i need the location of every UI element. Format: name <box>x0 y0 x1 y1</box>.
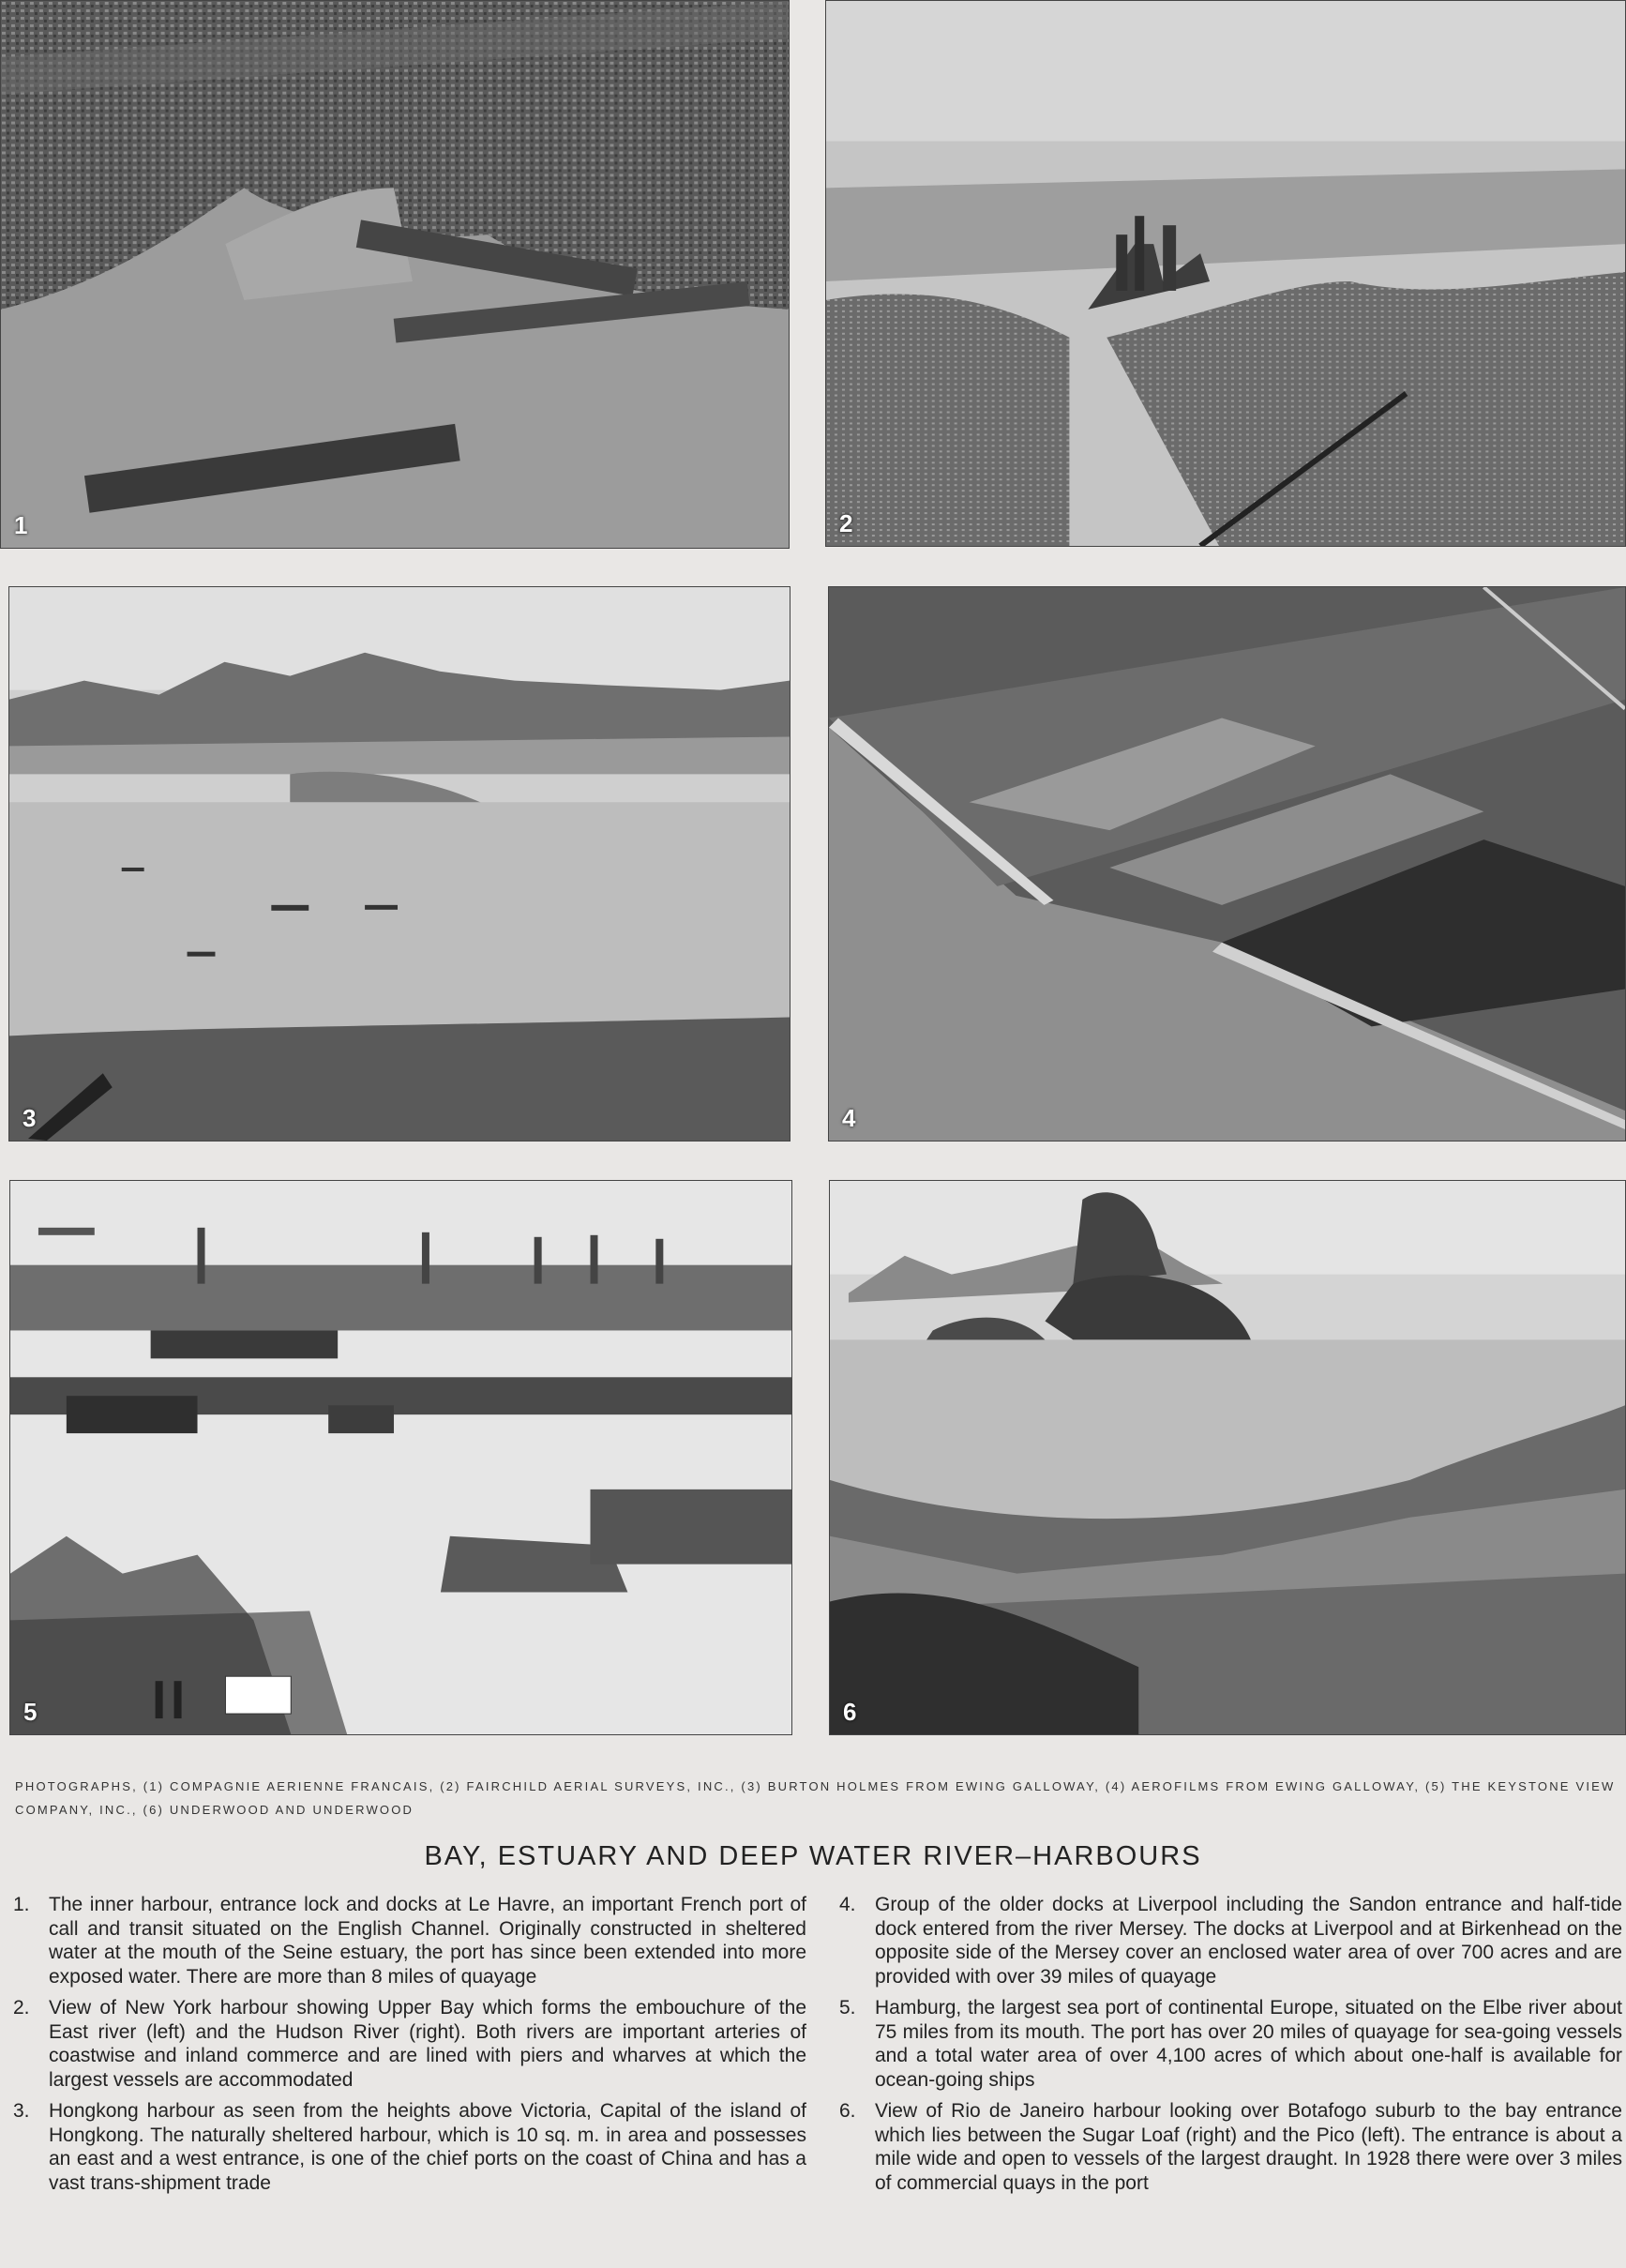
caption-number: 2. <box>13 1997 30 2019</box>
caption-text: View of Rio de Janeiro harbour looking over Botafogo suburb to the bay entrance which lies between the Sugar Loaf (right) and the Pico (left). The entrance is about a mile wide and open to vessels of the largest draught. In 1928 there were over 3 miles of commercial quays in the port <box>875 2100 1622 2194</box>
photo-number: 5 <box>23 1698 38 1726</box>
photo-new-york-image <box>826 1 1625 546</box>
photo-liverpool <box>828 586 1626 1142</box>
photo-number: 4 <box>842 1104 856 1132</box>
captions-left-column <box>13 1893 806 2202</box>
photo-rio-de-janeiro-image <box>830 1181 1625 1734</box>
caption-number: 5. <box>839 1997 856 2019</box>
caption-item <box>13 1996 806 2092</box>
captions-right-column <box>839 1893 1622 2202</box>
photo-liverpool-image <box>829 587 1625 1141</box>
caption-item <box>13 1893 806 1988</box>
photo-credits: PHOTOGRAPHS, (1) COMPAGNIE AERIENNE FRANCAIS, (2) FAIRCHILD AERIAL SURVEYS, INC., (3) BURTON HOLMES FROM EWING GALLOWAY, (4) AEROFILMS FROM EWING GALLOWAY, (5) THE KEYSTONE VIEW COMPANY, INC., (6) UNDERWOOD AND UNDERWOOD <box>15 1779 1616 1817</box>
caption-text: View of New York harbour showing Upper Bay which forms the embouchure of the East river (left) and the Hudson River (right). Both rivers are important arteries of coastwise and inland commerce and are lined with piers and wharves at which the largest vessels are accommodated <box>49 1997 806 2091</box>
photo-new-york <box>825 0 1626 547</box>
photo-hamburg <box>9 1180 792 1735</box>
caption-text: Hamburg, the largest sea port of continental Europe, situated on the Elbe river about 75 miles from its mouth. The port has over 20 miles of quayage for sea-going vessels and a total water area of over 4,100 acres of which about one-half is available for ocean-going ships <box>875 1997 1622 2091</box>
caption-item <box>839 1996 1622 2092</box>
photo-hongkong <box>8 586 790 1142</box>
caption-number: 4. <box>839 1894 856 1915</box>
photo-le-havre <box>0 0 790 549</box>
photo-rio-de-janeiro <box>829 1180 1626 1735</box>
photo-number: 1 <box>14 511 28 539</box>
photo-number: 2 <box>839 509 853 537</box>
photo-number: 6 <box>843 1698 857 1726</box>
caption-item <box>13 2099 806 2195</box>
caption-text: Group of the older docks at Liverpool including the Sandon entrance and half-tide dock entered from the river Mersey. The docks at Liverpool and at Birkenhead on the opposite side of the Mersey cover an enclosed water area of over 700 acres and are provided with over 39 miles of quayage <box>875 1894 1622 1988</box>
caption-number: 3. <box>13 2100 30 2122</box>
caption-number: 6. <box>839 2100 856 2122</box>
caption-text: Hongkong harbour as seen from the heights above Victoria, Capital of the island of Hongkong. The naturally sheltered harbour, which is 10 sq. m. in area and possesses an east and a west entrance, is one of the chief ports on the coast of China and has a vast trans-shipment trade <box>49 2100 806 2194</box>
caption-number: 1. <box>13 1894 30 1915</box>
photo-le-havre-image <box>1 1 789 548</box>
page-title: BAY, ESTUARY AND DEEP WATER RIVER–HARBOURS <box>424 1841 1202 1871</box>
caption-item <box>839 2099 1622 2195</box>
photo-hongkong-image <box>9 587 790 1141</box>
caption-text: The inner harbour, entrance lock and docks at Le Havre, an important French port of call and transit situated on the English Channel. Originally constructed in sheltered water at the mouth of the Seine estuary, the port has since been extended into more exposed water. There are more than 8 miles of quayage <box>49 1894 806 1988</box>
photo-hamburg-image <box>10 1181 791 1734</box>
caption-item <box>839 1893 1622 1988</box>
photo-number: 3 <box>23 1104 37 1132</box>
